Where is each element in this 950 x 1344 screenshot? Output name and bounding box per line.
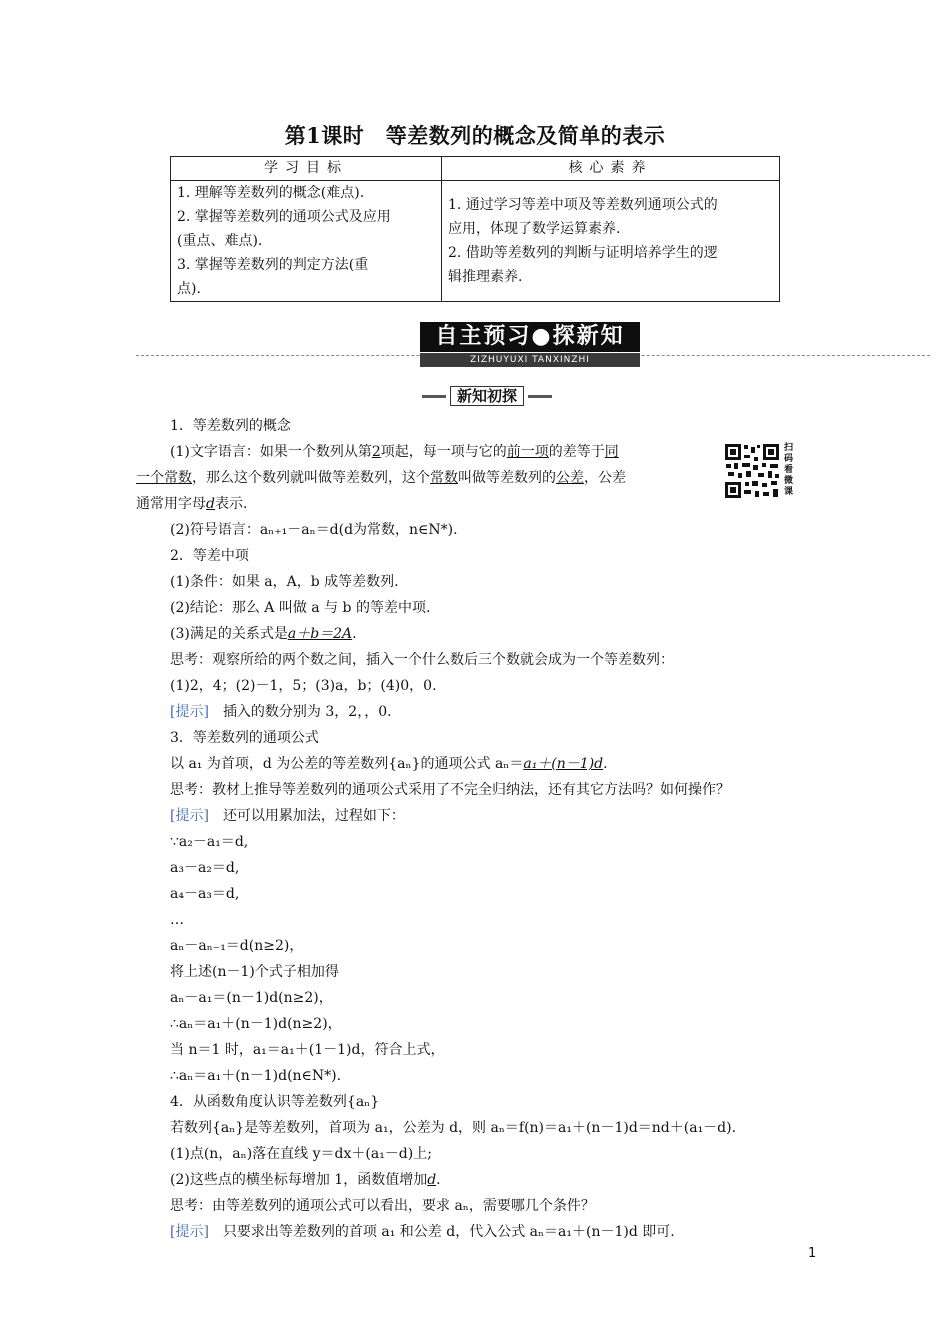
- think-question-1-items: (1)2，4；(2)－1，5；(3)a，b；(4)0，0.: [170, 678, 437, 694]
- derivation-step: a₃－a₂＝d,: [170, 860, 240, 876]
- text-span: .: [436, 1172, 441, 1188]
- hint-label: [提示]: [170, 808, 209, 824]
- section-4-heading: 4．从函数角度认识等差数列{aₙ}: [170, 1094, 380, 1110]
- derivation-step: aₙ－a₁＝(n－1)d(n≥2)，: [170, 990, 333, 1006]
- derivation-step: ∴aₙ＝a₁＋(n－1)d(n∈N*).: [170, 1068, 342, 1084]
- middle-term-condition: (1)条件：如果 a，A，b 成等差数列.: [170, 574, 399, 590]
- text-span: .: [603, 756, 608, 772]
- banner-subtitle: ZIZHUYUXI TANXINZHI: [420, 353, 640, 367]
- goal-line: 2. 掌握等差数列的通项公式及应用: [177, 209, 391, 225]
- middle-term-conclusion: (2)结论：那么 A 叫做 a 与 b 的等差中项.: [170, 600, 431, 616]
- section-label: [422, 386, 552, 406]
- text-span: (1)文字语言：如果一个数列从第: [170, 444, 372, 460]
- text-span: 以 a₁ 为首项，d 为公差的等差数列{aₙ}的通项公式 aₙ＝: [170, 756, 524, 772]
- hint-text: 插入的数分别为 3，2，，0.: [222, 704, 392, 720]
- think-question-2: 思考：教材上推导等差数列的通项公式采用了不完全归纳法，还有其它方法吗？如何操作？: [170, 782, 730, 798]
- text-span: 项起，每一项与它的: [380, 444, 507, 460]
- text-span: 叫做等差数列的: [458, 470, 556, 486]
- text-span: 通常用字母: [136, 496, 206, 512]
- goal-line: 1. 理解等差数列的概念(难点).: [177, 185, 365, 201]
- text-span: 的差等于: [548, 444, 605, 460]
- qr-code-icon: [724, 443, 780, 499]
- blank-answer: d: [427, 1172, 437, 1188]
- blank-answer: 一个常数: [136, 470, 192, 486]
- derivation-step: ∴aₙ＝a₁＋(n－1)d(n≥2)，: [170, 1016, 342, 1032]
- blank-answer: 同: [604, 444, 619, 460]
- label-right-bar: [528, 395, 552, 398]
- literacy-line: 2. 借助等差数列的判断与证明培养学生的逻: [448, 245, 718, 261]
- label-left-bar: [422, 395, 446, 398]
- label-text: 新知初探: [450, 386, 524, 406]
- page-number: 1: [808, 1246, 817, 1261]
- function-view-point: (1)点(n，aₙ)落在直线 y＝dx＋(a₁－d)上;: [170, 1146, 432, 1162]
- qr-caption: 扫码看微课: [784, 443, 794, 497]
- derivation-step: ∵a₂－a₁＝d,: [170, 834, 249, 850]
- section-3-heading: 3．等差数列的通项公式: [170, 730, 319, 746]
- hint-1: [170, 700, 392, 724]
- middle-term-relation: [170, 622, 357, 646]
- goal-line: 点).: [177, 281, 201, 297]
- text-span: (3)满足的关系式是: [170, 626, 288, 642]
- section-banner: [420, 322, 640, 368]
- page-title: 第1课时 等差数列的概念及简单的表示: [284, 123, 666, 148]
- think-question-1: 思考：观察所给的两个数之间，插入一个什么数后三个数就会成为一个等差数列：: [170, 652, 674, 668]
- function-view-statement: 若数列{aₙ}是等差数列，首项为 a₁，公差为 d，则 aₙ＝f(n)＝a₁＋(n－1)d＝nd＋(a₁－d).: [170, 1120, 737, 1136]
- hint-label: [提示]: [170, 1224, 209, 1240]
- blank-answer: 常数: [430, 470, 458, 486]
- literacy-line: 应用，体现了数学运算素养.: [448, 221, 621, 237]
- definition-line-1: [170, 440, 619, 464]
- hint-text: 只要求出等差数列的首项 a₁ 和公差 d，代入公式 aₙ＝a₁＋(n－1)d 即可.: [222, 1224, 675, 1240]
- literacy-line: 1. 通过学习等差中项及等差数列通项公式的: [448, 197, 718, 213]
- goal-line: 3. 掌握等差数列的判定方法(重: [177, 257, 369, 273]
- header-learning-goals: 学习目标: [171, 157, 442, 181]
- symbolic-definition: (2)符号语言：aₙ₊₁－aₙ＝d(d为常数，n∈N*).: [170, 522, 458, 538]
- learning-goals-cell: [171, 181, 442, 302]
- text-span: (2)这些点的横坐标每增加 1，函数值增加: [170, 1172, 428, 1188]
- blank-answer: a₁＋(n－1)d: [523, 756, 604, 772]
- derivation-step: a₄－a₃＝d,: [170, 886, 240, 902]
- blank-answer: 前一项: [506, 444, 549, 460]
- header-core-literacy: 核心素养: [442, 157, 780, 181]
- derivation-step: 将上述(n－1)个式子相加得: [170, 964, 339, 980]
- banner-title: 自主预习●探新知: [420, 322, 640, 352]
- blank-answer: 公差: [556, 470, 584, 486]
- definition-line-3: [136, 492, 247, 516]
- hint-label: [提示]: [170, 704, 209, 720]
- think-question-3: 思考：由等差数列的通项公式可以看出，要求 aₙ，需要哪几个条件？: [170, 1198, 595, 1214]
- core-literacy-cell: [442, 181, 780, 302]
- derivation-step: 当 n＝1 时，a₁＝a₁＋(1－1)d，符合上式，: [170, 1042, 445, 1058]
- blank-answer: a＋b＝2A: [287, 626, 353, 642]
- objectives-table: [170, 156, 780, 302]
- text-span: ，那么这个数列就叫做等差数列，这个: [192, 470, 430, 486]
- derivation-step: aₙ－aₙ₋₁＝d(n≥2)，: [170, 938, 304, 954]
- definition-line-2: [136, 466, 626, 490]
- hint-3: [170, 1220, 675, 1244]
- blank-answer: d: [206, 496, 215, 512]
- derivation-step: …: [170, 912, 184, 928]
- hint-2: [170, 804, 405, 828]
- function-view-increment: [170, 1168, 441, 1192]
- blank-answer: 2: [371, 444, 381, 460]
- text-span: 表示.: [214, 496, 248, 512]
- section-2-heading: 2．等差中项: [170, 548, 249, 564]
- text-span: .: [352, 626, 357, 642]
- text-span: ，公差: [584, 470, 626, 486]
- general-term-formula: [170, 752, 608, 776]
- hint-text: 还可以用累加法，过程如下：: [222, 808, 405, 824]
- section-1-heading: 1．等差数列的概念: [170, 418, 291, 434]
- goal-line: (重点、难点).: [177, 233, 263, 249]
- literacy-line: 辑推理素养.: [448, 269, 523, 285]
